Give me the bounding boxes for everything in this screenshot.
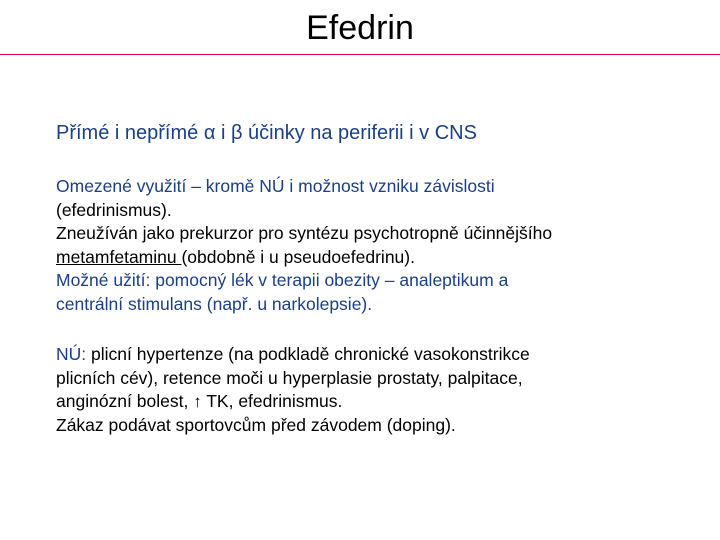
usage-line-6: centrální stimulans (např. u narkolepsie). xyxy=(56,293,373,314)
side-effects-paragraph xyxy=(56,343,696,437)
doping-ban-line: Zákaz podávat sportovcům před závodem (doping). xyxy=(56,414,456,435)
up-arrow-icon: ↑ xyxy=(193,392,202,411)
nu-label: NÚ: xyxy=(56,344,87,364)
side-effects-line-1 xyxy=(56,343,696,367)
side-effects-line-3-post: TK, efedrinismus. xyxy=(201,391,343,411)
usage-line-5: Možné užití: pomocný lék v terapii obezity – analeptikum a xyxy=(56,270,509,290)
side-effects-line-1-rest: plicní hypertenze (na podkladě chronické vasokonstrikce xyxy=(86,344,530,364)
usage-line-2: (efedrinismus). xyxy=(56,199,172,220)
title-divider xyxy=(0,54,720,55)
usage-line-4-rest: (obdobně i u pseudoefedrinu). xyxy=(181,246,415,267)
usage-paragraph xyxy=(56,175,696,316)
subtitle: Přímé i nepřímé α i β účinky na periferii i v CNS xyxy=(56,122,477,144)
side-effects-line-3-pre: anginózní bolest, xyxy=(56,391,194,411)
usage-line-3: Zneužíván jako prekurzor pro syntézu psychotropně účinnějšího xyxy=(56,223,553,243)
side-effects-line-2: plicních cév), retence moči u hyperplasie prostaty, palpitace, xyxy=(56,367,523,388)
metamfetamin-link[interactable]: metamfetaminu xyxy=(56,246,182,267)
page-title: Efedrin xyxy=(306,9,414,47)
side-effects-line-3 xyxy=(56,390,696,414)
usage-line-1: Omezené využití – kromě NÚ i možnost vzniku závislosti xyxy=(56,176,495,196)
usage-line-4 xyxy=(56,246,696,270)
